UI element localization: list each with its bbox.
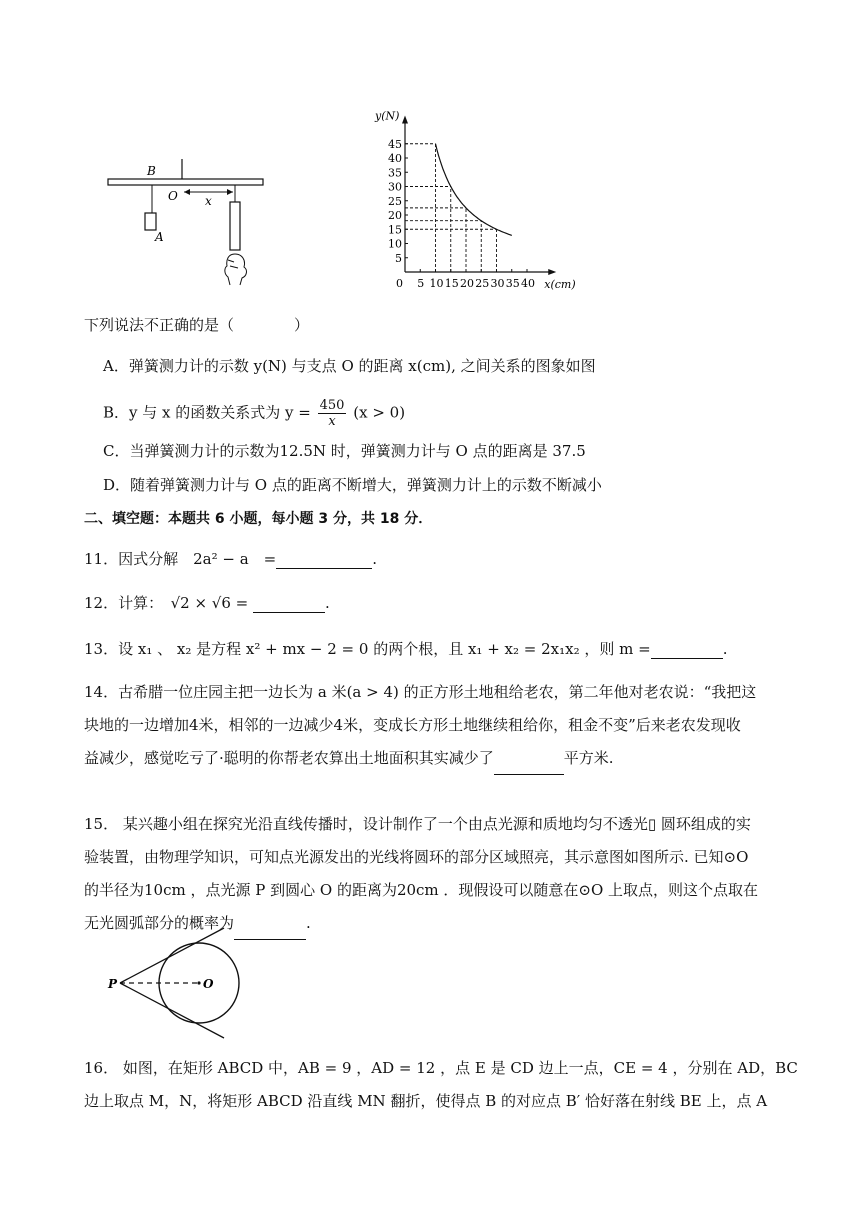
q14-line-3 (84, 742, 774, 775)
x-tick-label: 30 (490, 277, 505, 290)
x-arrow-head-right (227, 189, 233, 195)
q16 (84, 1052, 798, 1118)
y-tick-label: 45 (388, 137, 402, 151)
x-axis-label: x(cm) (544, 278, 576, 291)
x-axis-arrow (548, 269, 556, 275)
q15-line-4-suffix: . (306, 914, 311, 932)
q10-option-b-prefix: B．y 与 x 的函数关系式为 y = (103, 403, 311, 422)
x-tick-label: 25 (475, 277, 490, 290)
section-heading: 二、填空题：本题共 6 小题，每小题 3 分，共 18 分． (84, 511, 433, 527)
y-tick-label: 10 (388, 237, 402, 251)
q11-suffix: . (372, 550, 377, 568)
q11-text: 11．因式分解 2a² − a = (84, 550, 277, 568)
lever-bar (108, 179, 263, 185)
q15-line-2: 验装置，由物理学知识，可知点光源发出的光线将圆环的部分区域照亮，其示意图如图所示. 已知⊙O (84, 848, 749, 866)
q13-answer-blank[interactable] (651, 643, 723, 659)
q12-suffix: . (325, 594, 330, 612)
q14-line-3-text: 益减少，感觉吃亏了·聪明的你帮老农算出土地面积其实减少了 (84, 749, 494, 767)
q12-text: 12．计算： √2 × √6 = (84, 594, 249, 612)
q10-option-d: D．随着弹簧测力计与 O 点的距离不断增大，弹簧测力计上的示数不断减小 (103, 476, 602, 494)
q10-option-b-suffix: (x > 0) (353, 403, 406, 422)
weight-A (145, 213, 156, 230)
q16-line-1: 16． 如图，在矩形 ABCD 中，AB = 9 ，AD = 12 ，点 E 是 CD 边上一点，CE = 4 ，分别在 AD，BC (84, 1059, 798, 1077)
y-tick-label: 40 (388, 152, 402, 165)
x-tick-label: 20 (460, 277, 474, 290)
x-tick-label: 15 (444, 277, 459, 290)
label-B: B (147, 164, 156, 178)
q10-option-a: A．弹簧测力计的示数 y(N) 与支点 O 的距离 x(cm), 之间关系的图象如图 (103, 357, 596, 375)
y-tick-label: 30 (388, 180, 402, 194)
q13-suffix: . (722, 640, 728, 658)
q10-stem: 下列说法不正确的是（ ） (84, 316, 310, 334)
lever-figure (100, 150, 275, 290)
q15-line-4-text: 无光圆弧部分的概率为 (84, 914, 235, 932)
label-A: A (155, 230, 164, 244)
tangent-line-bottom (120, 983, 224, 1038)
x-arrow-head-left (184, 189, 190, 195)
label-P: P (108, 977, 118, 991)
spring-scale (230, 202, 240, 250)
y-tick-label: 15 (388, 223, 402, 237)
y-tick-label: 20 (388, 209, 402, 222)
y-axis-label: y(N) (375, 109, 400, 123)
q14 (84, 676, 774, 775)
q13 (84, 638, 728, 659)
light-source-figure (100, 918, 260, 1046)
y-tick-label: 25 (388, 194, 402, 208)
y-tick-label: 5 (395, 251, 402, 265)
x-tick-label: 40 (521, 277, 535, 290)
q14-answer-blank[interactable] (494, 759, 564, 775)
q10-option-b (103, 398, 405, 429)
series-line (436, 144, 512, 236)
q13-text: 13．设 x₁ 、 x₂ 是方程 x² + mx − 2 = 0 的两个根，且 x₁ + x₂ = 2x₁x₂ ，则 m = (84, 640, 651, 658)
q10-option-c: C．当弹簧测力计的示数为12.5N 时，弹簧测力计与 O 点的距离是 37.5 (103, 442, 586, 460)
y-axis-arrow (402, 116, 408, 124)
point-O (197, 981, 200, 984)
q14-line-1: 14．古希腊一位庄园主把一边长为 a 米(a > 4) 的正方形土地租给老农，第二年他对老农说：“我把这 (84, 683, 757, 701)
label-O: O (168, 189, 178, 203)
inverse-function-chart (365, 86, 600, 296)
q12 (84, 592, 330, 613)
tangent-line-top (120, 928, 224, 983)
q11 (84, 548, 377, 569)
label-O-circle: O (203, 977, 214, 991)
x-tick-label: 35 (505, 277, 520, 290)
x-tick-label: 10 (429, 277, 444, 290)
q10-option-b-denominator: x (328, 414, 336, 429)
q14-line-3-suffix: 平方米. (563, 749, 614, 767)
q16-line-2: 边上取点 M，N，将矩形 ABCD 沿直线 MN 翻折，使得点 B 的对应点 B′ 恰好落在射线 BE 上，点 A (84, 1092, 768, 1110)
label-x: x (205, 194, 212, 208)
q15-line-1: 15． 某兴趣小组在探究光沿直线传播时，设计制作了一个由点光源和质地均匀不透光▯ 圆环组成的实 (84, 815, 751, 833)
origin-label: 0 (396, 277, 403, 290)
q14-line-2: 块地的一边增加4米，相邻的一边减少4米，变成长方形土地继续租给你，租金不变”后来老农发现收 (84, 716, 741, 734)
hand-icon (225, 254, 247, 285)
y-tick-label: 35 (388, 166, 402, 180)
q10-option-b-fraction (318, 398, 347, 429)
q10-option-b-numerator: 450 (319, 398, 345, 413)
q12-answer-blank[interactable] (253, 597, 325, 613)
q15-line-3: 的半径为10cm ，点光源 P 到圆心 O 的距离为20cm ．现假设可以随意在⊙O 上取点，则这个点取在 (84, 881, 759, 899)
q11-answer-blank[interactable] (276, 553, 372, 569)
x-tick-label: 5 (417, 277, 425, 290)
